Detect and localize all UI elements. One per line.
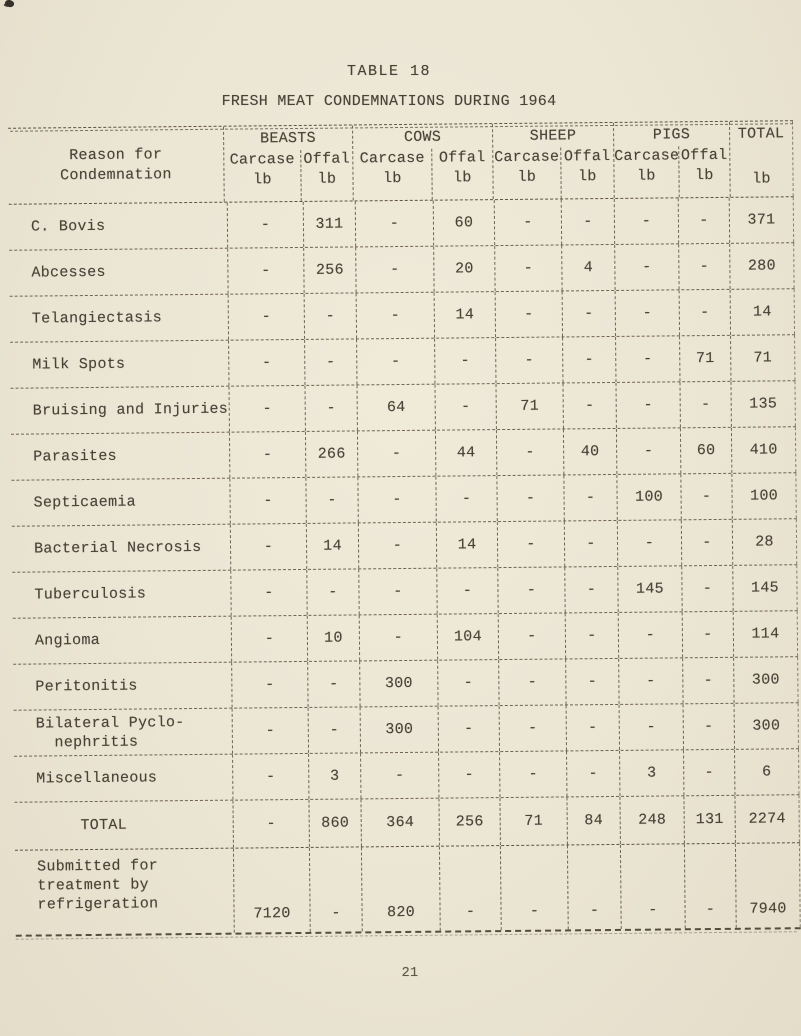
cell: - [562,383,615,429]
cell: - [495,291,562,337]
cell: 311 [303,201,355,246]
cell: - [618,658,682,704]
cell: 71 [496,383,563,429]
cell: - [498,613,565,659]
header-group [492,123,614,199]
reason-column-header [8,127,224,204]
cell: - [566,751,619,797]
cell: - [499,751,566,797]
cell: - [360,753,438,799]
cell: - [499,705,566,751]
group-subcolumns [353,148,492,200]
cell: - [229,386,305,432]
cell: 145 [617,566,681,612]
cell: 100 [731,473,796,519]
cell: 364 [360,799,438,847]
row-label: Bilateral Pyclo- nephritis [35,713,185,752]
cell: 14 [436,522,497,568]
cell: 71 [730,335,795,381]
cell: - [232,708,308,754]
subcol-carcase [614,146,678,198]
subcol-offal [300,149,352,200]
cell: - [227,248,303,294]
subcol-carcase [493,147,560,199]
cell: - [565,613,618,659]
cell: - [359,615,437,661]
cell: - [683,704,734,749]
cell: 14 [434,292,495,338]
cell: - [304,339,356,384]
cell: 6 [734,749,799,795]
cell: - [567,845,621,930]
cell: - [615,336,679,382]
cell: 256 [303,247,355,292]
subcol-unit: lb [383,169,402,188]
cell: - [565,659,618,705]
cell: 145 [732,565,797,611]
cell: 44 [435,430,496,476]
cell: - [227,202,303,248]
cell: 4 [561,245,614,291]
cell: - [438,706,499,752]
table-row [15,843,801,935]
cell: - [355,201,433,247]
cell: - [684,844,736,928]
group-name: COWS [403,128,442,146]
row-label: Bacterial Necrosis [33,538,202,558]
subcol-offal [560,147,613,199]
table-row [14,795,799,851]
cell: 40 [563,429,616,475]
cell: - [439,846,501,931]
subcol-label: Offal [303,150,351,168]
subcol-carcase [353,149,431,201]
subcol-label: Carcase [494,148,560,167]
cell: - [496,429,563,475]
page-number: 21 [401,966,419,981]
cell: - [230,524,306,570]
cell: 60 [680,428,731,473]
cell: - [357,431,435,477]
cell: - [618,612,682,658]
cell: - [228,340,304,386]
cell: 28 [732,519,797,565]
group-subcolumns [493,147,613,199]
row-label: TOTAL [80,816,128,835]
cell: 2274 [734,795,799,843]
group-name: BEASTS [260,129,317,148]
cell: - [497,567,564,613]
row-label: Abcesses [31,263,106,282]
subcol-unit: lb [517,168,537,186]
cell: - [228,294,304,340]
subcol-unit: lb [578,168,597,186]
subcol-label: Carcase [359,149,425,168]
cell: 10 [307,615,359,660]
row-label: C. Bovis [30,217,106,236]
cell: 300 [733,657,798,703]
row-label: Miscellaneous [36,769,158,788]
cell: - [438,752,499,798]
cell: 131 [683,796,734,843]
row-label: Milk Spots [32,355,126,374]
reason-header-line1: Reason for [69,145,163,164]
cell: - [232,754,308,800]
cell: - [358,569,436,615]
table-row [10,289,795,343]
cell: - [231,662,307,708]
subcol-offal [431,148,492,200]
cell: - [679,382,730,427]
cell: - [681,520,732,565]
cell: - [563,475,616,521]
subcol-offal [678,146,729,197]
subcol-label: Offal [680,146,728,165]
cell: - [678,244,729,289]
subcol-label: Carcase [614,147,680,165]
row-label: Bruising and Injuries [32,400,229,420]
page-subtitle: FRESH MEAT CONDEMNATIONS DURING 1964 [221,93,557,110]
header-groups [223,122,730,202]
cell: - [355,247,433,293]
cell: - [304,293,356,338]
cell: 14 [730,289,795,335]
total-header-label: TOTAL [737,125,785,143]
header-group [223,125,353,201]
cell: 860 [308,799,360,846]
cell: - [498,659,565,705]
cell: - [435,476,496,522]
cell: - [562,291,615,337]
cell: - [614,198,678,244]
cell: - [500,845,568,930]
cell: 104 [437,614,498,660]
cell: 410 [731,427,796,473]
cell: - [437,660,498,706]
subcol-unit: lb [317,170,337,188]
total-column-header [729,121,794,197]
cell: - [306,569,358,614]
cell: - [231,616,307,662]
cell: 3 [619,750,683,796]
cell: - [681,566,732,611]
cell: 256 [438,798,499,846]
cell: 135 [730,381,795,427]
cell: 71 [679,336,730,381]
subcol-unit: lb [695,166,714,185]
cell: - [309,847,362,931]
cell: - [307,661,359,706]
header-group [352,124,493,200]
cell: - [494,245,561,291]
table-row [9,197,794,251]
cell: - [494,199,561,245]
table-row [14,749,799,803]
group-name: PIGS [652,126,691,144]
cell: - [435,384,496,430]
cell: - [619,704,683,750]
cell: - [615,382,679,428]
cell: 100 [616,474,680,520]
subcol-carcase [224,150,300,202]
reason-header-line2: Condemnation [60,165,172,184]
group-subcolumns [224,149,352,201]
row-label: Tuberculosis [34,585,147,604]
cell: - [356,293,434,339]
table-row [9,243,794,297]
table-row [13,657,798,711]
group-name: SHEEP [529,127,577,145]
row-label: Submitted for treatment by refrigeration [37,857,159,914]
cell: - [682,612,733,657]
cell: - [617,520,681,566]
subcol-label: Carcase [229,151,295,169]
table-row [12,565,797,619]
cell: - [562,337,615,383]
table-body [9,197,801,935]
subcol-label: Offal [563,147,611,166]
subcol-unit: lb [253,171,272,189]
cell: 7940 [735,843,801,928]
subcol-unit: lb [637,167,656,185]
cell: - [614,244,678,290]
cell: - [616,428,680,474]
cell: 3 [308,753,360,798]
cell: - [561,199,614,245]
cell: 64 [357,385,435,431]
cell: - [564,567,617,613]
cell: - [497,521,564,567]
row-label: Telangiectasis [31,309,163,328]
cell: 820 [361,847,440,932]
cell: - [495,337,562,383]
cell: 280 [729,243,794,289]
table-row [13,611,798,665]
cell: - [232,800,308,848]
cell: - [358,523,436,569]
row-label: Parasites [33,447,117,466]
row-label: Septicaemia [33,493,137,512]
cell: 71 [499,797,566,845]
subcol-label: Offal [438,149,486,167]
cell: - [357,477,435,523]
table-header [8,121,794,205]
row-label: Angioma [34,631,101,650]
table-row [11,381,796,435]
table-row [12,519,797,573]
cell: - [305,385,357,430]
cell: - [620,844,685,929]
cell: 300 [359,661,437,707]
cell: - [679,290,730,335]
cell: 14 [306,523,358,568]
cell: - [305,477,357,522]
row-label: Peritonitis [35,677,138,696]
table-row [11,473,796,527]
cell: 60 [433,200,494,246]
cell: - [564,521,617,567]
cell: 84 [566,797,619,845]
cell: 266 [305,431,357,476]
cell: - [615,290,679,336]
cell: 300 [734,703,799,749]
ink-mark [4,0,15,9]
group-subcolumns [614,146,729,198]
cell: - [229,432,305,478]
cell: - [436,568,497,614]
cell: - [308,707,360,752]
page-title: TABLE 18 [346,63,431,80]
table-row [11,427,796,481]
table-row [14,703,799,757]
cell: - [683,750,734,795]
cell: - [678,198,729,243]
cell: - [682,658,733,703]
header-group [613,122,730,198]
cell: - [566,705,619,751]
cell: 20 [433,246,494,292]
cell: - [229,478,305,524]
cell: - [496,475,563,521]
cell: 7120 [233,848,310,933]
cell: - [434,338,495,384]
cell: 114 [733,611,798,657]
condemnations-table [8,120,801,936]
cell: 371 [729,197,794,243]
total-header-unit: lb [752,170,771,188]
cell: 248 [619,796,683,844]
cell: - [356,339,434,385]
table-row [10,335,795,389]
subcol-unit: lb [453,169,472,187]
cell: 300 [360,707,438,753]
cell: - [680,474,731,519]
cell: - [230,570,306,616]
